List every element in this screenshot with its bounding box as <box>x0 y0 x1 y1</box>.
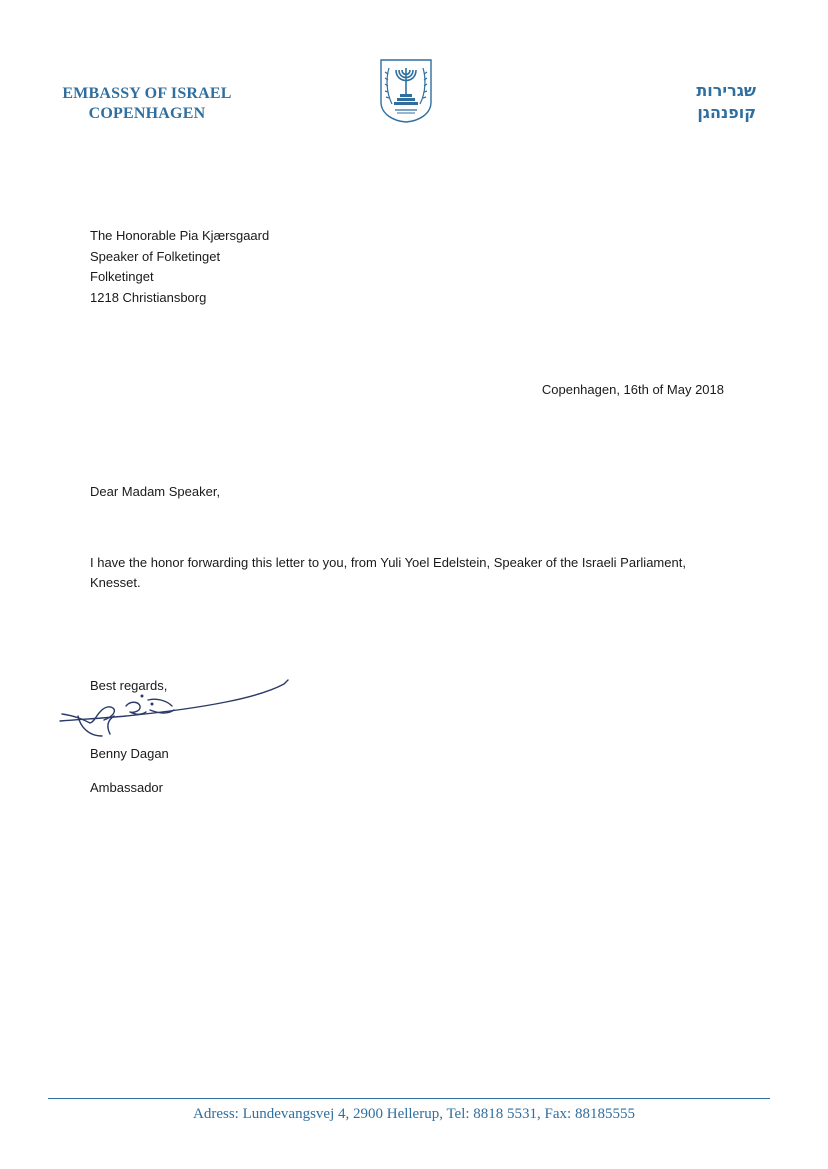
embassy-name: EMBASSY OF ISRAEL <box>62 85 232 102</box>
letterhead-hebrew <box>696 80 756 124</box>
salutation: Dear Madam Speaker, <box>90 484 221 499</box>
handwritten-signature-icon <box>56 676 296 742</box>
footer-address: Adress: Lundevangsvej 4, 2900 Hellerup, Tel: 8818 5531, Fax: 88185555 <box>193 1106 635 1122</box>
hebrew-city: קופנהגן <box>697 103 756 122</box>
embassy-city: COPENHAGEN <box>88 105 206 122</box>
letterhead-english <box>58 84 236 124</box>
hebrew-embassy: שגרירות <box>696 81 756 100</box>
letter-date: Copenhagen, 16th of May 2018 <box>541 382 724 397</box>
recipient-institution: Folketinget <box>90 269 154 284</box>
signer-title: Ambassador <box>90 780 163 795</box>
menorah-emblem-icon <box>378 58 434 124</box>
letter-body: I have the honor forwarding this letter to you, from Yuli Yoel Edelstein, Speaker of the Israeli Parliament, Knesset. <box>90 555 686 590</box>
recipient-address <box>90 226 269 308</box>
recipient-postal: 1218 Christiansborg <box>90 289 207 305</box>
recipient-name: The Honorable Pia Kjærsgaard <box>90 228 270 243</box>
recipient-title: Speaker of Folketinget <box>90 248 221 264</box>
footer-divider <box>48 1098 770 1099</box>
closing: Best regards, <box>90 678 168 693</box>
signer-name: Benny Dagan <box>90 746 169 761</box>
